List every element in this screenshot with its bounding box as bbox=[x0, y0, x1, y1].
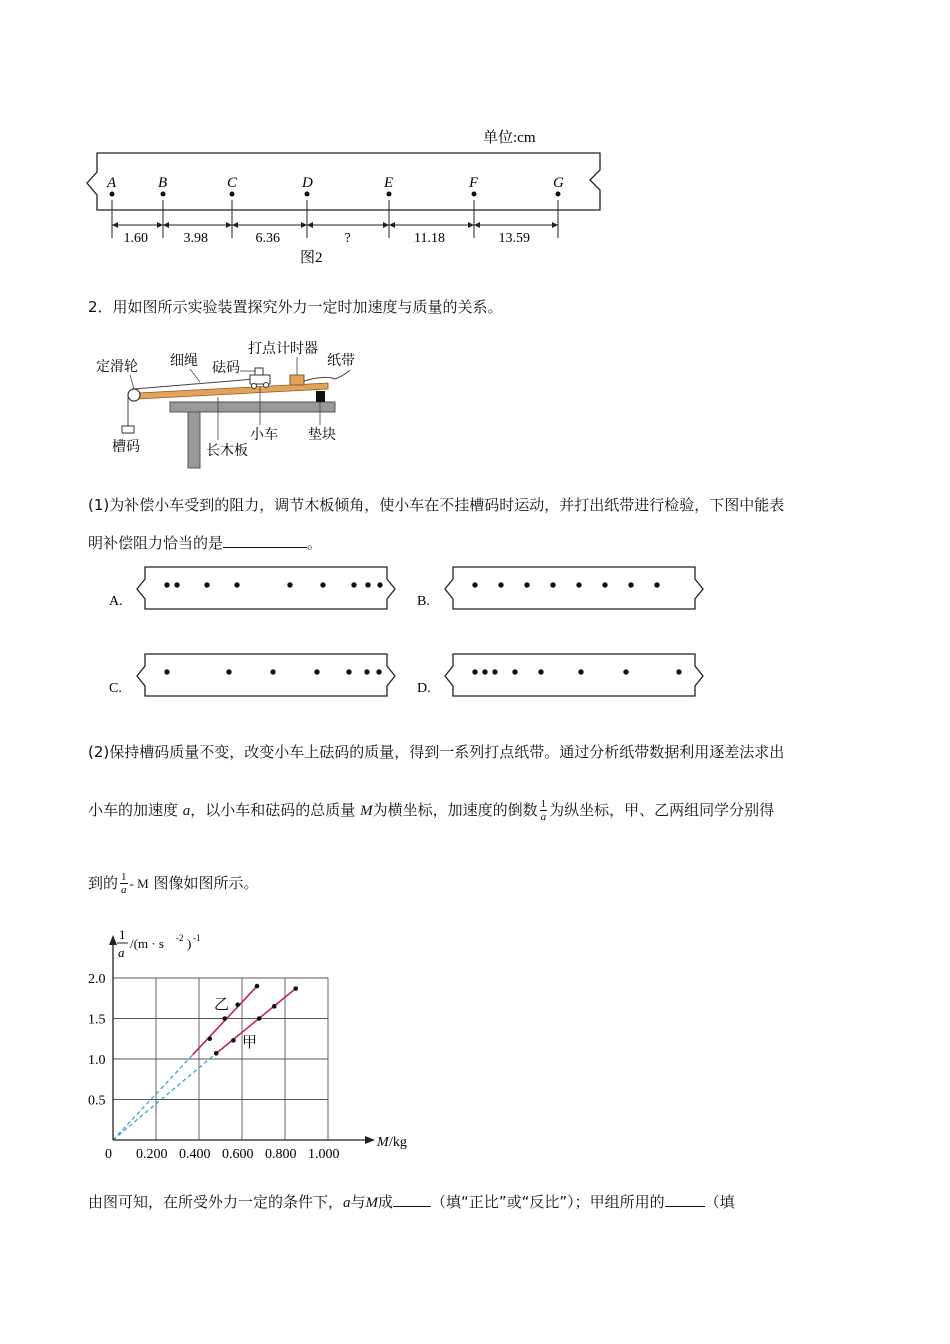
tape-dot bbox=[164, 582, 169, 587]
tape-dot bbox=[482, 669, 487, 674]
option-a-tape bbox=[137, 567, 395, 609]
option-c-label[interactable]: C. bbox=[109, 681, 122, 696]
options-figure bbox=[105, 560, 725, 700]
apparatus-diagram bbox=[90, 335, 370, 475]
var-M: M bbox=[360, 803, 373, 819]
final-var-M: M bbox=[365, 1195, 379, 1211]
part2-text-b: ，以小车和砝码的总质量 bbox=[190, 801, 356, 819]
arrow-head bbox=[552, 222, 558, 228]
tape-point-label: F bbox=[469, 175, 479, 191]
group-answer-blank[interactable] bbox=[665, 1192, 705, 1207]
final-text-b: 与 bbox=[350, 1193, 366, 1211]
tape-dot bbox=[364, 669, 369, 674]
y-tick-label: 2.0 bbox=[88, 972, 106, 987]
arrow-head bbox=[157, 222, 163, 228]
proportion-answer-blank[interactable] bbox=[393, 1192, 431, 1207]
y-tick-label: 1.5 bbox=[88, 1012, 106, 1028]
x-tick-label: 0.400 bbox=[179, 1147, 211, 1162]
option-c-tape bbox=[137, 654, 395, 696]
x-tick-label: 0.200 bbox=[136, 1147, 168, 1162]
part2-text-a: 小车的加速度 bbox=[88, 801, 179, 819]
tape-segment-value: 3.98 bbox=[183, 231, 208, 246]
arrow-head bbox=[383, 222, 389, 228]
final-text-c: 成 bbox=[378, 1193, 394, 1211]
tape-dot bbox=[550, 582, 555, 587]
tape-dot bbox=[320, 582, 325, 587]
tape-dot bbox=[602, 582, 607, 587]
part2-text-f: 图像如图所示。 bbox=[153, 874, 259, 892]
tape-unit-label: 单位:cm bbox=[483, 130, 536, 146]
label-string: 细绳 bbox=[170, 354, 198, 369]
label-board: 长木板 bbox=[206, 444, 248, 459]
label-block: 垫块 bbox=[308, 428, 336, 443]
label-cart: 小车 bbox=[250, 428, 278, 443]
data-point bbox=[214, 1051, 219, 1056]
tape-dot bbox=[174, 582, 179, 587]
tape-dot bbox=[365, 582, 370, 587]
tape-dot bbox=[538, 669, 543, 674]
data-point bbox=[257, 1016, 262, 1021]
inverse-a-vs-M-chart bbox=[80, 925, 420, 1170]
tape-dot bbox=[472, 192, 477, 197]
arrow-head bbox=[468, 222, 474, 228]
tape-dot bbox=[492, 669, 497, 674]
part1-line2 bbox=[88, 532, 322, 553]
tape-figure bbox=[85, 120, 615, 275]
tape-dot bbox=[576, 582, 581, 587]
y-label-num: 1 bbox=[119, 927, 126, 942]
tape-point-label: E bbox=[384, 175, 394, 191]
tape-point-label: B bbox=[158, 175, 168, 191]
inverse-a-fraction-2: $\frac{1}{a}$ bbox=[121, 871, 127, 896]
tape-dot bbox=[628, 582, 633, 587]
x-tick-label: 0.800 bbox=[265, 1147, 297, 1162]
y-label-close: ) bbox=[187, 936, 192, 951]
x-label: M bbox=[377, 1135, 389, 1150]
part2-text-e: 到的 bbox=[88, 874, 119, 892]
y-tick-label: 1.0 bbox=[88, 1053, 106, 1068]
tape-dot bbox=[287, 582, 292, 587]
part1-answer-blank[interactable] bbox=[223, 533, 307, 548]
pulley-icon bbox=[128, 389, 140, 401]
tape-segment-value: 13.59 bbox=[498, 231, 530, 246]
arrow-head bbox=[112, 222, 118, 228]
tape-dot bbox=[346, 669, 351, 674]
option-b-tape bbox=[445, 567, 703, 609]
inverse-a-fraction: $\frac{1}{a}$ bbox=[540, 798, 547, 823]
label-hanging-mass: 槽码 bbox=[112, 440, 140, 455]
tape-dot bbox=[387, 192, 392, 197]
tape-dot bbox=[204, 582, 209, 587]
x-tick-label: 0.600 bbox=[222, 1147, 254, 1162]
tape-point-label: C bbox=[227, 175, 238, 191]
extrapolated-line bbox=[113, 1055, 193, 1140]
option-b-label[interactable]: B. bbox=[417, 594, 430, 609]
data-point bbox=[231, 1038, 236, 1043]
tape-dot bbox=[524, 582, 529, 587]
tape-segment-value: ? bbox=[344, 231, 351, 246]
tape-dot bbox=[376, 669, 381, 674]
option-d-label[interactable]: D. bbox=[417, 681, 431, 696]
tape-dot bbox=[623, 669, 628, 674]
tape-dot bbox=[498, 582, 503, 587]
series-label: 甲 bbox=[242, 1034, 258, 1051]
data-point bbox=[207, 1036, 212, 1041]
x-axis-arrow bbox=[365, 1136, 375, 1144]
tape-dot bbox=[676, 669, 681, 674]
y-label-unit: /(m · s bbox=[130, 936, 164, 951]
tape-dot bbox=[161, 192, 166, 197]
final-text-a: 由图可知，在所受外力一定的条件下， bbox=[88, 1193, 344, 1211]
tape-dot bbox=[351, 582, 356, 587]
data-point bbox=[235, 1002, 240, 1007]
data-point bbox=[293, 986, 298, 991]
arrow-head bbox=[163, 222, 169, 228]
data-point bbox=[255, 984, 260, 989]
final-text-e: （填 bbox=[704, 1193, 735, 1211]
extrapolated-line bbox=[113, 1053, 216, 1140]
part1-line2-text: 明补偿阻力恰当的是 bbox=[88, 534, 224, 552]
arrow-head bbox=[474, 222, 480, 228]
y-axis-arrow bbox=[109, 935, 117, 945]
arrow-head bbox=[232, 222, 238, 228]
dash-M: - M bbox=[129, 876, 149, 891]
data-point bbox=[272, 1004, 277, 1009]
hanging-mass-icon bbox=[122, 426, 134, 433]
tape-segment-value: 1.60 bbox=[123, 231, 148, 246]
tape-dot bbox=[305, 192, 310, 197]
series-label: 乙 bbox=[214, 996, 230, 1013]
tape-point-label: D bbox=[302, 175, 313, 191]
y-label-exp1: -2 bbox=[176, 933, 184, 943]
tape-dot bbox=[164, 669, 169, 674]
tape-dot bbox=[556, 192, 561, 197]
label-weights: 砝码 bbox=[212, 361, 240, 376]
tape-segment-value: 11.18 bbox=[414, 231, 445, 246]
part2-line2 bbox=[88, 790, 774, 830]
tape-dot bbox=[226, 669, 231, 674]
arrow-head bbox=[389, 222, 395, 228]
y-label-den: a bbox=[118, 945, 125, 960]
tape-point-label: G bbox=[553, 175, 564, 191]
final-text-d: （填“正比”或“反比”）；甲组所用的 bbox=[431, 1193, 665, 1211]
final-line bbox=[88, 1191, 735, 1212]
arrow-head bbox=[301, 222, 307, 228]
tape-point-label: A bbox=[107, 175, 117, 191]
tape-dot bbox=[512, 669, 517, 674]
part2-line3 bbox=[88, 863, 258, 903]
x-tick-label: 1.000 bbox=[308, 1147, 340, 1162]
tape-dot bbox=[110, 192, 115, 197]
var-a: a bbox=[182, 803, 191, 819]
x-tick-label: 0 bbox=[105, 1147, 112, 1162]
y-label-exp2: -1 bbox=[193, 933, 201, 943]
x-label-unit: /kg bbox=[389, 1135, 407, 1150]
tape-dot bbox=[270, 669, 275, 674]
part2-line1: (2)保持槽码质量不变，改变小车上砝码的质量，得到一系列打点纸带。通过分析纸带数据利用逐差法求出 bbox=[88, 743, 785, 761]
option-d-tape bbox=[445, 654, 703, 696]
tape-dot bbox=[472, 582, 477, 587]
tape-dot bbox=[578, 669, 583, 674]
y-tick-label: 0.5 bbox=[88, 1093, 106, 1109]
arrow-head bbox=[307, 222, 313, 228]
part1-line1: (1)为补偿小车受到的阻力，调节木板倾角，使小车在不挂槽码时运动，并打出纸带进行检验，下图中能表 bbox=[88, 496, 785, 514]
arrow-head bbox=[226, 222, 232, 228]
tape-caption: 图2 bbox=[300, 250, 323, 266]
tape-dot bbox=[234, 582, 239, 587]
final-var-a: a bbox=[343, 1195, 351, 1211]
part2-text-d: 为纵坐标，甲、乙两组同学分别得 bbox=[549, 801, 775, 819]
data-point bbox=[223, 1016, 228, 1021]
option-a-label[interactable]: A. bbox=[109, 594, 123, 609]
part1-end: 。 bbox=[307, 534, 323, 552]
tape-dot bbox=[314, 669, 319, 674]
tape-dot bbox=[377, 582, 382, 587]
tape-segment-value: 6.36 bbox=[255, 231, 280, 246]
tape-dot bbox=[654, 582, 659, 587]
q2-intro: 2．用如图所示实验装置探究外力一定时加速度与质量的关系。 bbox=[88, 298, 503, 316]
label-timer: 打点计时器 bbox=[248, 342, 318, 357]
tape-dot bbox=[230, 192, 235, 197]
timer-icon bbox=[290, 375, 304, 385]
label-pulley: 定滑轮 bbox=[96, 360, 138, 375]
label-tape: 纸带 bbox=[327, 354, 355, 369]
tape-dot bbox=[472, 669, 477, 674]
part2-text-c: 为横坐标，加速度的倒数 bbox=[372, 801, 538, 819]
